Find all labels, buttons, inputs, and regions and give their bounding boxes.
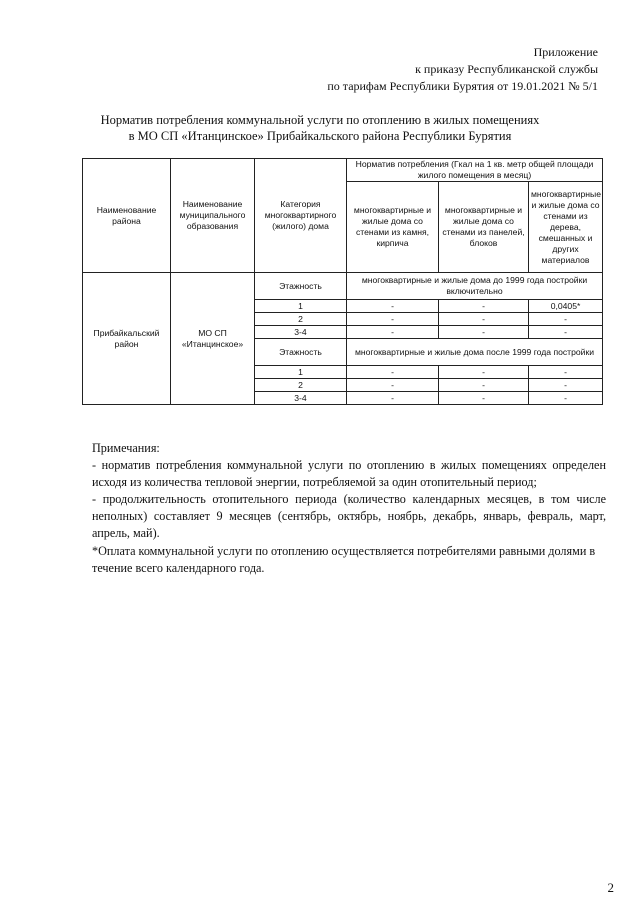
cell-panel: - [439,366,529,379]
band-before-1999: многоквартирные и жилые дома до 1999 года постройки включительно [347,273,603,300]
cell-stone: - [347,366,439,379]
header-stone: многоквартирные и жилые дома со стенами из камня, кирпича [347,182,439,273]
appendix-line: Приложение [533,45,598,59]
cell-floors: 1 [255,366,347,379]
cell-stone: - [347,300,439,313]
cell-stone: - [347,379,439,392]
note-item: - продолжительность отопительного периода (количество календарных месяцев, в том числе неполных) составляет 9 месяцев (сентябрь, октябрь, ноябрь, декабрь, январь, февраль, март, апрель, май). [92,492,606,540]
cell-panel: - [439,313,529,326]
cell-panel: - [439,300,529,313]
cell-stone: - [347,326,439,339]
norm-table [82,158,603,405]
notes-heading: Примечания: [92,441,160,455]
cell-municipality: МО СП «Итанцинское» [171,273,255,405]
cell-panel: - [439,392,529,405]
appendix-header [327,44,598,95]
header-category: Категория многоквартирного (жилого) дома [255,159,347,273]
cell-panel: - [439,379,529,392]
appendix-line: по тарифам Республики Бурятия от 19.01.2021 № 5/1 [327,79,598,93]
header-panel: многоквартирные и жилые дома со стенами из панелей, блоков [439,182,529,273]
appendix-line: к приказу Республиканской службы [415,62,598,76]
title-line: Норматив потребления коммунальной услуги по отоплению в жилых помещениях [100,113,540,127]
cell-floors: 3-4 [255,392,347,405]
cell-panel: - [439,326,529,339]
header-norm: Норматив потребления (Гкал на 1 кв. метр общей площади жилого помещения в месяц) [347,159,603,182]
cell-floors: 1 [255,300,347,313]
cell-wood: - [529,326,603,339]
cell-district: Прибайкальский район [83,273,171,405]
cell-wood: - [529,313,603,326]
page-number: 2 [607,880,614,895]
document-title [0,112,640,144]
cell-wood: - [529,392,603,405]
cell-wood: - [529,366,603,379]
floors-label: Этажность [255,339,347,366]
note-item: - норматив потребления коммунальной услуги по отоплению в жилых помещениях определен исходя из количества тепловой энергии, потребляемой за один отопительный период; [92,458,606,489]
cell-stone: - [347,392,439,405]
notes-section [92,440,606,542]
floors-label: Этажность [255,273,347,300]
cell-floors: 2 [255,379,347,392]
cell-wood: - [529,379,603,392]
band-after-1999: многоквартирные и жилые дома после 1999 года постройки [347,339,603,366]
header-wood: многоквартирные и жилые дома со стенами из дерева, смешанных и других материалов [529,182,603,273]
header-district: Наименование района [83,159,171,273]
footnote: *Оплата коммунальной услуги по отоплению осуществляется потребителями равными долями в течение всего календарного года. [92,544,596,575]
cell-floors: 3-4 [255,326,347,339]
cell-stone: - [347,313,439,326]
header-municipality: Наименование муниципального образования [171,159,255,273]
cell-floors: 2 [255,313,347,326]
cell-wood: 0,0405* [529,300,603,313]
title-line: в МО СП «Итанцинское» Прибайкальского района Республики Бурятия [128,129,512,143]
